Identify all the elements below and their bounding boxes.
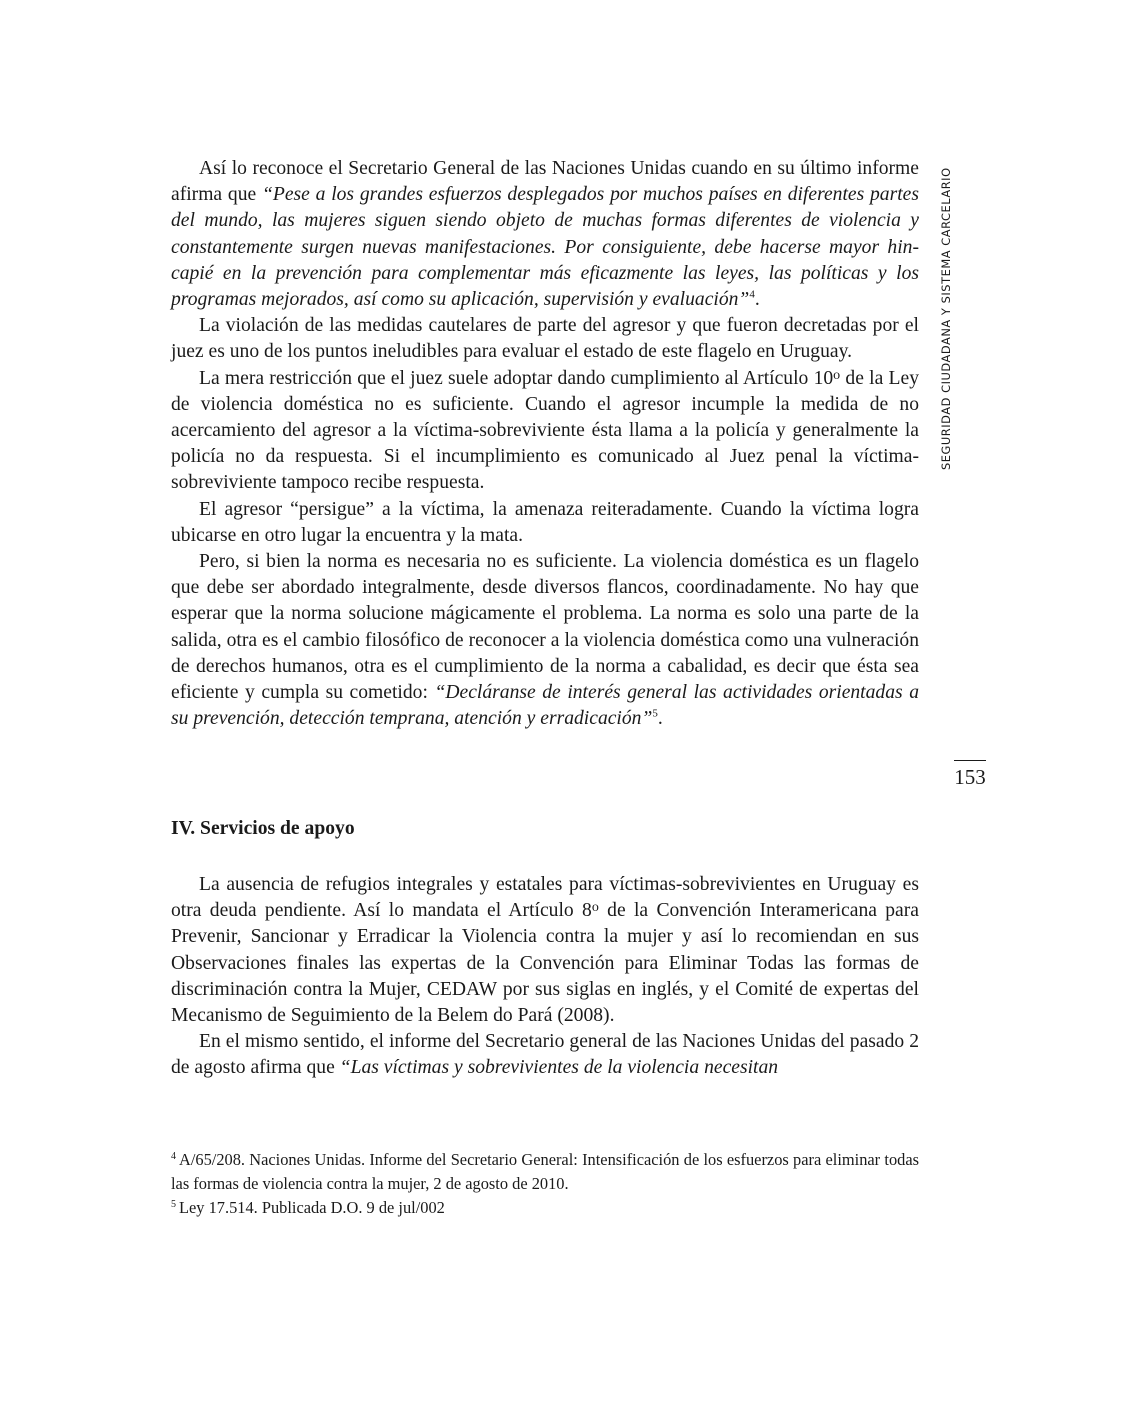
footnotes — [171, 1148, 919, 1220]
ordinal-mark: o — [833, 367, 841, 383]
section-heading: IV. Servicios de apoyo — [171, 818, 355, 839]
footnote: $^4$ A/65/208. Naciones Unidas. Informe del Secretario General: Intensificación de los esfuerzos para eliminar todas las formas de violencia contra la mujer, 2 de agosto de 2010. — [171, 1150, 919, 1193]
quotation: “Pese a los grandes esfuerzos desplegados por muchos países en diferentes partes del mundo, las mujeres siguen siendo objeto de muchas formas diferentes de violencia y constantemente surgen nuevas manifestaciones. Por consiguiente, debe hacerse mayor hincapié en la prevención para complementar más eficazmente las leyes, las políticas y los programas mejorados, así como su aplicación, supervisión y evaluación” — [171, 184, 919, 311]
body-text — [171, 156, 919, 732]
paragraph: Pero, si bien la norma es necesaria no es suficiente. La violencia doméstica es un flagelo que debe ser abordado integralmente, desde diversos flancos, coordinadamente. No hay que esperar que la norma solucione mágicamente el problema. La norma es solo una parte de la salida, otra es el cambio filosófico de reconocer a la violencia doméstica como una vulneración de derechos humanos, otra es el cumplimiento de la norma a cabalidad, es decir que ésta sea eficiente y cumpla su cometido: “Decláranse de interés general las actividades orientadas a su prevención, detección temprana, atención y erradicación”$^5$. — [171, 551, 919, 730]
quotation: “Decláranse de interés general las actividades orientadas a su prevención, detección temprana, atención y erradicación” — [171, 682, 919, 730]
footnote-mark: 5 — [171, 1198, 176, 1210]
footnote: $^5$ Ley 17.514. Publicada D.O. 9 de jul/002 — [171, 1198, 445, 1217]
quotation: “Las víctimas y sobrevivientes de la violencia necesitan — [339, 1057, 779, 1079]
paragraph: Así lo reconoce el Secretario General de las Naciones Unidas cuando en su último informe afirma que “Pese a los grandes esfuerzos desplegados por muchos países en diferentes partes del mundo, las mujeres siguen siendo objeto de muchas formas diferentes de violencia y constantemente surgen nuevas manifestaciones. Por consiguiente, debe hacerse mayor hincapié en la prevención para complementar más eficazmente las leyes, las políticas y los programas mejorados, así como su aplicación, supervisión y evaluación”$^4$. — [171, 158, 919, 311]
footnote-ref[interactable]: 4 — [749, 288, 755, 301]
paragraph: El agresor “persigue” a la víctima, la amenaza reiteradamente. Cuando la víctima logra ubicarse en otro lugar la encuentra y la mata. — [171, 498, 919, 546]
footnote-mark: 4 — [171, 1150, 176, 1162]
ordinal-mark: o — [591, 900, 599, 916]
running-head: SEGURIDAD CIUDADANA Y SISTEMA CARCELARIO — [939, 167, 953, 470]
page-number: 153 — [954, 765, 986, 789]
paragraph: La mera restricción que el juez suele adoptar dando cumplimiento al Artículo 10$^o$ de la Ley de violencia doméstica no es suficiente. Cuando el agresor incumple la medida de no acercamiento del agresor a la víctima-sobreviviente ésta llama a la policía y generalmente la policía no da respuesta. Si el incumplimiento es comunicado al Juez penal la víctima-sobreviviente tampoco recibe respuesta. — [171, 367, 919, 494]
section-text — [171, 872, 919, 1082]
paragraph: La violación de las medidas cautelares de parte del agresor y que fueron decretadas por el juez es uno de los puntos ineludibles para evaluar el estado de este flagelo en Uruguay. — [171, 315, 919, 363]
page-number-rule — [954, 760, 986, 761]
footnote-ref[interactable]: 5 — [652, 707, 658, 720]
paragraph: En el mismo sentido, el informe del Secretario general de las Naciones Unidas del pasado 2 de agosto afirma que “Las víctimas y sobrevivientes de la violencia necesitan — [171, 1031, 919, 1079]
paragraph: La ausencia de refugios integrales y estatales para víctimas-sobrevivientes en Uruguay es otra deuda pendiente. Así lo mandata el Artículo 8$^o$ de la Convención Interamericana para Prevenir, Sancionar y Erradicar la Violencia contra la mujer y así lo recomiendan en sus Observaciones finales las expertas de la Convención para Eliminar Todas las formas de discriminación contra la Mujer, CEDAW por sus siglas en inglés, y el Comité de expertas del Mecanismo de Seguimiento de la Belem do Pará (2008). — [171, 874, 919, 1027]
